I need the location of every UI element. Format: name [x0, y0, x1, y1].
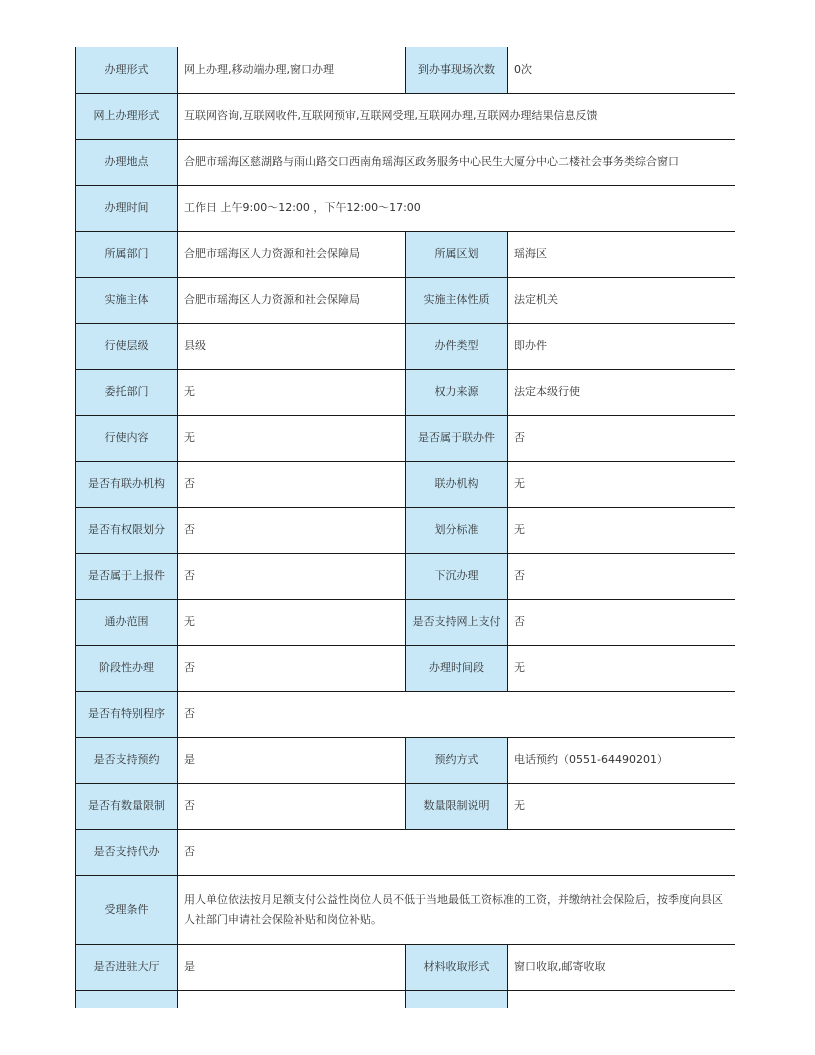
field-value: 合肥市瑶海区人力资源和社会保障局: [178, 277, 406, 323]
field-label: [76, 990, 178, 1008]
field-value: 否: [178, 507, 406, 553]
field-label: 预约方式: [406, 737, 508, 783]
field-label: 是否支持预约: [76, 737, 178, 783]
field-label: 是否进驻大厅: [76, 944, 178, 990]
field-value: 否: [178, 783, 406, 829]
field-label: 所属区划: [406, 231, 508, 277]
table-row: [76, 553, 736, 599]
field-value: 无: [178, 415, 406, 461]
field-label: 权力来源: [406, 369, 508, 415]
field-value: 无: [508, 461, 736, 507]
field-value: 互联网咨询,互联网收件,互联网预审,互联网受理,互联网办理,互联网办理结果信息反馈: [178, 93, 736, 139]
table-row: [76, 829, 736, 875]
field-label: 是否属于联办件: [406, 415, 508, 461]
table-row: [76, 691, 736, 737]
field-value: 是: [178, 737, 406, 783]
field-label: 是否属于上报件: [76, 553, 178, 599]
table-row: [76, 783, 736, 829]
field-label: 通办范围: [76, 599, 178, 645]
field-label: 是否有特别程序: [76, 691, 178, 737]
field-value: 无: [508, 507, 736, 553]
table-row: [76, 599, 736, 645]
table-row: [76, 875, 736, 944]
field-value: [508, 990, 736, 1008]
field-label: 网上办理形式: [76, 93, 178, 139]
field-value: 瑶海区: [508, 231, 736, 277]
table-row: [76, 461, 736, 507]
field-label: 是否支持代办: [76, 829, 178, 875]
field-label: 办理时间段: [406, 645, 508, 691]
field-value: [178, 990, 406, 1008]
table-row: [76, 990, 736, 1008]
table-row: [76, 369, 736, 415]
field-value: 法定机关: [508, 277, 736, 323]
table-row: [76, 944, 736, 990]
field-value: 法定本级行使: [508, 369, 736, 415]
field-label: 所属部门: [76, 231, 178, 277]
field-label: 办理形式: [76, 47, 178, 93]
field-value: 用人单位依法按月足额支付公益性岗位人员不低于当地最低工资标准的工资，并缴纳社会保险后，按季度向县区人社部门申请社会保险补贴和岗位补贴。: [178, 875, 736, 944]
field-value: 是: [178, 944, 406, 990]
field-label: 下沉办理: [406, 553, 508, 599]
field-value: 无: [178, 369, 406, 415]
table-row: [76, 139, 736, 185]
field-value: 合肥市瑶海区人力资源和社会保障局: [178, 231, 406, 277]
field-value: 否: [508, 599, 736, 645]
field-label: 是否有权限划分: [76, 507, 178, 553]
field-value: 电话预约（0551-64490201）: [508, 737, 736, 783]
field-label: 行使层级: [76, 323, 178, 369]
field-value: 否: [508, 415, 736, 461]
table-row: [76, 277, 736, 323]
table-row: [76, 231, 736, 277]
field-value: 县级: [178, 323, 406, 369]
field-label: 实施主体: [76, 277, 178, 323]
field-label: [406, 990, 508, 1008]
field-value: 网上办理,移动端办理,窗口办理: [178, 47, 406, 93]
table-row: [76, 415, 736, 461]
field-label: 是否有联办机构: [76, 461, 178, 507]
field-label: 实施主体性质: [406, 277, 508, 323]
table-row: [76, 93, 736, 139]
field-label: 阶段性办理: [76, 645, 178, 691]
field-label: 材料收取形式: [406, 944, 508, 990]
table-row: [76, 645, 736, 691]
table-row: [76, 507, 736, 553]
field-value: 工作日 上午9:00～12:00 ，下午12:00～17:00: [178, 185, 736, 231]
field-label: 是否支持网上支付: [406, 599, 508, 645]
field-value: 合肥市瑶海区慈湖路与雨山路交口西南角瑶海区政务服务中心民生大厦分中心二楼社会事务类综合窗口: [178, 139, 736, 185]
field-label: 委托部门: [76, 369, 178, 415]
field-value: 即办件: [508, 323, 736, 369]
table-row: [76, 737, 736, 783]
field-label: 数量限制说明: [406, 783, 508, 829]
service-info-table-wrap: [75, 47, 735, 1008]
field-value: 否: [178, 829, 736, 875]
field-label: 到办事现场次数: [406, 47, 508, 93]
table-row: [76, 185, 736, 231]
field-value: 无: [178, 599, 406, 645]
field-value: 否: [178, 461, 406, 507]
field-value: 0次: [508, 47, 736, 93]
field-label: 办理地点: [76, 139, 178, 185]
field-value: 否: [178, 691, 736, 737]
service-info-table: [75, 47, 735, 1008]
table-body: [76, 47, 736, 1008]
field-label: 划分标准: [406, 507, 508, 553]
field-value: 否: [178, 553, 406, 599]
field-label: 是否有数量限制: [76, 783, 178, 829]
field-label: 办件类型: [406, 323, 508, 369]
field-value: 否: [178, 645, 406, 691]
field-value: 否: [508, 553, 736, 599]
field-value: 无: [508, 783, 736, 829]
table-row: [76, 47, 736, 93]
field-label: 办理时间: [76, 185, 178, 231]
field-value: 无: [508, 645, 736, 691]
table-row: [76, 323, 736, 369]
field-label: 行使内容: [76, 415, 178, 461]
field-label: 联办机构: [406, 461, 508, 507]
field-label: 受理条件: [76, 875, 178, 944]
field-value: 窗口收取,邮寄收取: [508, 944, 736, 990]
